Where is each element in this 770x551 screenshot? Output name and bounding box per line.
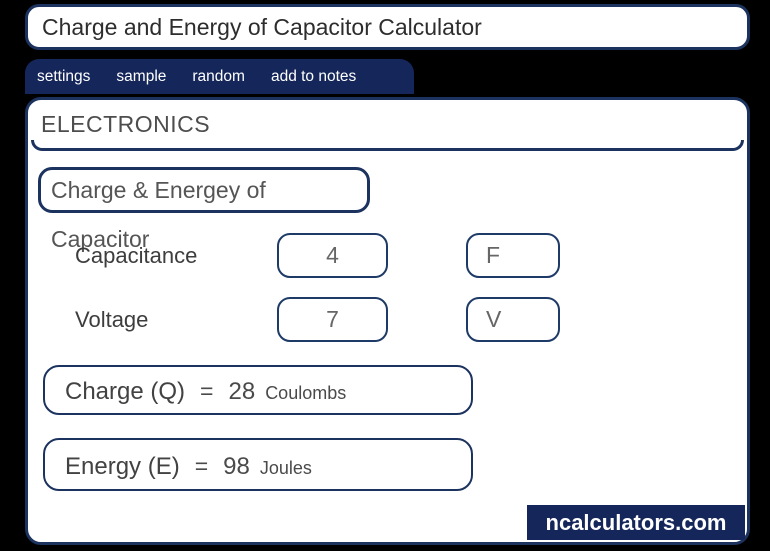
energy-result-value: 98	[223, 453, 250, 480]
tab-settings[interactable]: settings	[37, 67, 91, 85]
energy-equals-sign: =	[194, 453, 209, 479]
charge-equals-sign: =	[200, 378, 214, 404]
tab-sample[interactable]: sample	[116, 67, 167, 85]
voltage-label: Voltage	[75, 306, 149, 332]
energy-result-label: Energy (E)	[65, 453, 180, 480]
capacitance-row	[28, 233, 747, 278]
tab-add-to-notes[interactable]: add to notes	[270, 67, 357, 85]
category-underline	[31, 140, 744, 151]
calculator-panel	[25, 97, 750, 545]
charge-result-label: Charge (Q)	[65, 378, 186, 405]
voltage-input[interactable]	[277, 297, 388, 342]
voltage-unit-select[interactable]: V	[466, 297, 560, 342]
brand-text: ncalculators.com	[545, 509, 727, 535]
calc-title-box	[38, 167, 370, 252]
voltage-row	[28, 297, 747, 342]
charge-result-value: 28	[228, 378, 256, 405]
capacitance-input[interactable]	[277, 233, 388, 278]
charge-result-unit: Coulombs	[265, 383, 347, 403]
charge-result-box	[43, 365, 473, 415]
capacitance-label: Capacitance	[75, 242, 198, 268]
calculator-title-bar	[25, 4, 750, 50]
energy-result-box	[43, 438, 473, 491]
calc-title-text: Charge & Energey of Capacitor	[51, 177, 266, 252]
energy-result-unit: Joules	[259, 458, 312, 478]
brand-watermark	[527, 505, 745, 540]
tab-bar	[25, 59, 414, 94]
category-heading: ELECTRONICS	[41, 111, 211, 137]
page-title: Charge and Energy of Capacitor Calculator	[42, 13, 482, 40]
capacitance-unit-select[interactable]: F	[466, 233, 560, 278]
tab-random[interactable]: random	[192, 67, 245, 85]
